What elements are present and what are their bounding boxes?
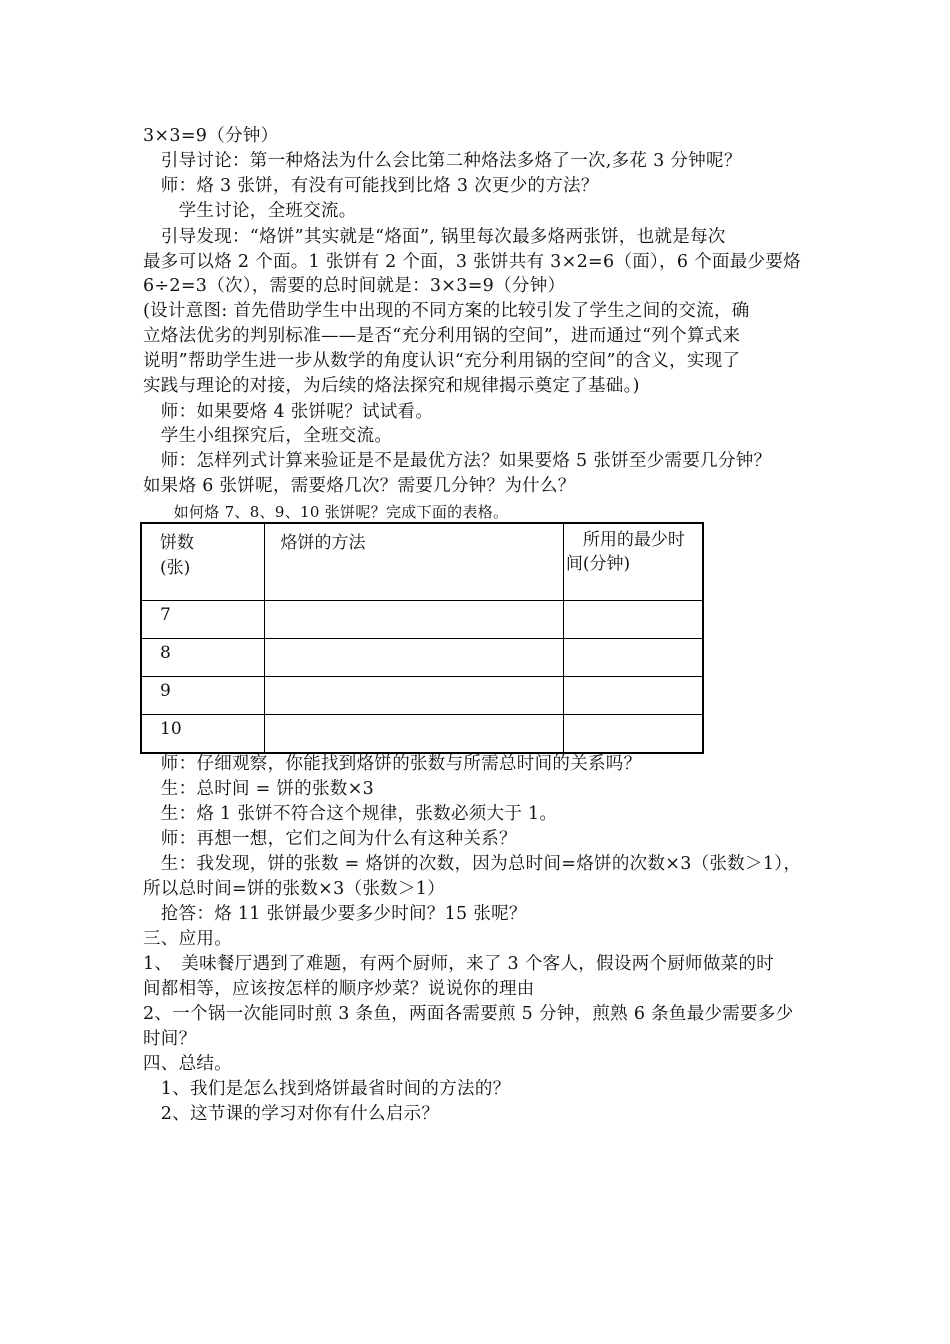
text-line: 引导发现：“烙饼”其实就是“烙面”, 锅里每次最多烙两张饼，也就是每次 bbox=[143, 227, 726, 247]
text-line: 生：我发现，饼的张数 = 烙饼的次数，因为总时间=烙饼的次数×3（张数＞1）， bbox=[143, 854, 802, 874]
table-caption: 如何烙 7、8、9、10 张饼呢？完成下面的表格。 bbox=[143, 503, 509, 521]
text-line: 学生小组探究后，全班交流。 bbox=[143, 426, 393, 446]
design-intent-line: 说明”帮助学生进一步从数学的角度认识“充分利用锅的空间”的含义，实现了 bbox=[143, 351, 741, 371]
table-header-row bbox=[141, 523, 703, 601]
text-line: 师：再想一想，它们之间为什么有这种关系？ bbox=[143, 829, 517, 849]
design-intent-line: 立烙法优劣的判别标准——是否“充分利用锅的空间”，进而通过“列个算式来 bbox=[143, 326, 741, 346]
cell-method[interactable] bbox=[264, 639, 563, 677]
text-line: 1、 美味餐厅遇到了难题，有两个厨师，来了 3 个客人，假设两个厨师做菜的时 bbox=[143, 954, 775, 974]
text-line: 2、一个锅一次能同时煎 3 条鱼，两面各需要煎 5 分钟，煎熟 6 条鱼最少需要多少 bbox=[143, 1004, 794, 1024]
text-line: 1、我们是怎么找到烙饼最省时间的方法的？ bbox=[143, 1079, 511, 1099]
cell-time[interactable] bbox=[563, 601, 703, 639]
text-line: 生：烙 1 张饼不符合这个规律，张数必须大于 1。 bbox=[143, 804, 558, 824]
header-method: 烙饼的方法 bbox=[264, 523, 563, 601]
table-row bbox=[141, 639, 703, 677]
cell-time[interactable] bbox=[563, 639, 703, 677]
text-line: 师：仔细观察，你能找到烙饼的张数与所需总时间的关系吗？ bbox=[143, 754, 642, 774]
text-line: 师：烙 3 张饼，有没有可能找到比烙 3 次更少的方法？ bbox=[143, 176, 599, 196]
table-row bbox=[141, 601, 703, 639]
text-line: 如果烙 6 张饼呢，需要烙几次？需要几分钟？为什么？ bbox=[143, 476, 576, 496]
design-intent-line: (设计意图: 首先借助学生中出现的不同方案的比较引发了学生之间的交流，确 bbox=[143, 301, 750, 321]
text-line: 学生讨论，全班交流。 bbox=[143, 201, 357, 221]
text-line: 6÷2=3（次），需要的总时间就是：3×3=9（分钟） bbox=[143, 276, 566, 296]
text-line: 间都相等，应该按怎样的顺序炒菜？说说你的理由 bbox=[143, 979, 535, 999]
table-row bbox=[141, 677, 703, 715]
text-line: 师：怎样列式计算来验证是不是最优方法？如果要烙 5 张饼至少需要几分钟？ bbox=[143, 451, 772, 471]
text-line: 最多可以烙 2 个面。1 张饼有 2 个面，3 张饼共有 3×2=6（面），6 个面最少要烙 bbox=[143, 252, 801, 272]
header-count: 饼数 (张) bbox=[141, 523, 264, 601]
text-line: 师：如果要烙 4 张饼呢？试试看。 bbox=[143, 402, 434, 422]
cell-count: 7 bbox=[141, 601, 264, 639]
text-line: 2、这节课的学习对你有什么启示？ bbox=[143, 1104, 440, 1124]
table-row bbox=[141, 715, 703, 754]
pancake-table bbox=[140, 522, 704, 754]
cell-time[interactable] bbox=[563, 715, 703, 754]
text-line: 引导讨论：第一种烙法为什么会比第二种烙法多烙了一次,多花 3 分钟呢？ bbox=[143, 151, 742, 171]
cell-method[interactable] bbox=[264, 715, 563, 754]
text-line: 抢答：烙 11 张饼最少要多少时间？15 张呢？ bbox=[143, 904, 527, 924]
cell-count: 9 bbox=[141, 677, 264, 715]
cell-time[interactable] bbox=[563, 677, 703, 715]
cell-method[interactable] bbox=[264, 601, 563, 639]
header-time: 所用的最少时间(分钟) bbox=[563, 523, 703, 601]
cell-count: 10 bbox=[141, 715, 264, 754]
cell-count: 8 bbox=[141, 639, 264, 677]
text-line: 生：总时间 = 饼的张数×3 bbox=[143, 779, 375, 799]
section-heading: 三、应用。 bbox=[143, 929, 232, 949]
cell-method[interactable] bbox=[264, 677, 563, 715]
text-line: 所以总时间=饼的张数×3（张数＞1） bbox=[143, 879, 445, 899]
design-intent-line: 实践与理论的对接，为后续的烙法探究和规律揭示奠定了基础。) bbox=[143, 376, 640, 396]
text-line: 时间？ bbox=[143, 1029, 197, 1049]
text-line: 3×3=9（分钟） bbox=[143, 126, 279, 146]
section-heading: 四、总结。 bbox=[143, 1054, 232, 1074]
